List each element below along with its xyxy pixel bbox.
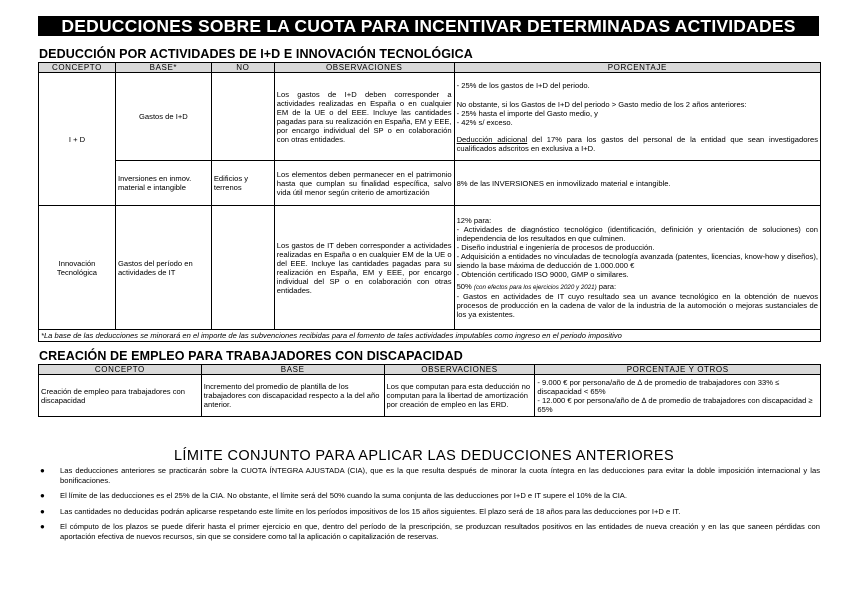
list-item-text: El límite de las deducciones es el 25% de la CIA. No obstante, el límite será del 50% cuando la suma conjunta de las deducciones por I+D e IT supere el 10% de la CIA. <box>60 491 627 500</box>
pct-it-line: 12% para: <box>456 216 492 225</box>
header-observaciones: OBSERVACIONES <box>274 63 454 73</box>
header-porcentaje: PORCENTAJE <box>454 63 820 73</box>
pct-empleo-line: - 12.000 € por persona/año de ∆ de promedio de trabajadores con discapacidad ≥ 65% <box>537 395 813 414</box>
pct-it-line: - Adquisición a entidades no vinculadas de tecnología avanzada (patentes, licencias, know-how y diseños), siendo la base máxima de deducción de 1.000.000 € <box>456 252 818 270</box>
bullet-icon: ● <box>40 522 45 531</box>
list-item-text: Las deducciones anteriores se practicarán sobre la CUOTA ÍNTEGRA AJUSTADA (CIA), que es la que resulta después de minorar la cuota íntegra en las deducciones para evitar la doble imposición internacional y las bonificaciones. <box>60 466 820 485</box>
list-item-text: El cómputo de los plazos se puede diferir hasta el primer ejercicio en que, dentro del período de la prescripción, se produzcan resultados positivos en las entidades de nueva creación y en las que saneen pérdidas con aportación efectiva de nuevos recursos, sin que se considere como tal la aplicación o capitalización de reservas. <box>60 522 820 541</box>
table-row-it <box>39 206 821 330</box>
obs-it: Los gastos de IT deben corresponder a actividades realizadas en España o en cualquier EM de la UE o del EEE. Incluye las cantidades pagadas para su realización en España, EM y EEE, por encargo individual del SP o en colaboración con otras entidades. <box>274 206 454 330</box>
bullet-icon: ● <box>40 466 45 475</box>
pct-it-50-note: (con efectos para los ejercicios 2020 y 2021) <box>473 284 597 291</box>
pct-it-line: - Gastos en actividades de IT cuyo resultado sea un avance tecnológico en la obtención de nuevos procesos de producción en la cadena de valor de la industria de la automoción o mejoras sustanciales de los ya existentes. <box>456 292 818 319</box>
list-item <box>38 466 820 485</box>
pct-empleo <box>535 375 821 417</box>
pct-empleo-line: - 9.000 € por persona/año de ∆ de promedio de trabajadores con 33% ≤ discapacidad < 65% <box>537 377 780 396</box>
pct-id-line: - 42% s/ exceso. <box>456 117 513 127</box>
list-item <box>38 522 820 541</box>
bullet-icon: ● <box>40 506 45 516</box>
pct-id-additional-text: del 17% para los gastos del personal de la entidad que sean investigadores cualificados adscritos en exclusiva a I+D. <box>456 134 818 153</box>
obs-empleo: Los que computan para esta deducción no computan para la libertad de amortización por creación de empleo en las ERD. <box>384 375 535 417</box>
header-concepto: CONCEPTO <box>39 63 116 73</box>
pct-it <box>454 206 820 330</box>
no-id-inversiones: Edificios y terrenos <box>211 161 274 206</box>
section-title-empleo: CREACIÓN DE EMPLEO PARA TRABAJADORES CON DISCAPACIDAD <box>39 349 463 363</box>
base-id-gastos: Gastos de I+D <box>115 73 211 161</box>
pct-it-line: - Obtención certificado ISO 9000, GMP o similares. <box>456 270 629 279</box>
pct-id-inversiones: 8% de las INVERSIONES en inmovilizado material e intangible. <box>454 161 820 206</box>
header-no: NO <box>211 63 274 73</box>
table-row-id-gastos <box>39 73 821 161</box>
list-item-text: Las cantidades no deducidas podrán aplicarse respetando este límite en los períodos impositivos de los 15 años siguientes. El plazo será de 18 años para las deducciones por I+D e IT. <box>60 506 681 516</box>
header-porcentaje-otros: PORCENTAJE Y OTROS <box>535 365 821 375</box>
pct-id-line: No obstante, si los Gastos de I+D del periodo > Gasto medio de los 2 años anteriores: <box>456 99 747 109</box>
obs-id-inversiones: Los elementos deben permanecer en el patrimonio hasta que cumplan su finalidad específica, salvo vida útil menor según criterio de amortización <box>274 161 454 206</box>
table-header-row <box>39 63 821 73</box>
list-item <box>38 491 820 501</box>
empleo-table <box>38 364 821 417</box>
header-base: BASE <box>201 365 384 375</box>
list-item <box>38 507 820 517</box>
base-id-inversiones: Inversiones en inmov. material e intangible <box>115 161 211 206</box>
header-base: BASE* <box>115 63 211 73</box>
pct-it-50-suffix: para: <box>596 282 617 291</box>
base-it: Gastos del período en actividades de IT <box>115 206 211 330</box>
no-it <box>211 206 274 330</box>
pct-it-50-value: 50% <box>456 282 474 291</box>
header-concepto: CONCEPTO <box>39 365 202 375</box>
page-banner-title: DEDUCCIONES SOBRE LA CUOTA PARA INCENTIVAR DETERMINADAS ACTIVIDADES <box>38 16 819 36</box>
table-footnote-row <box>39 330 821 342</box>
concept-it: Innovación Tecnológica <box>39 206 116 330</box>
table-row-empleo <box>39 375 821 417</box>
table-row-id-inversiones <box>39 161 821 206</box>
concept-empleo: Creación de empleo para trabajadores con discapacidad <box>39 375 202 417</box>
table-footnote: *La base de las deducciones se minorará en el importe de las subvenciones recibidas para el fomento de tales actividades imputables como ingreso en el periodo impositivo <box>39 330 821 342</box>
concept-id: I + D <box>39 73 116 206</box>
section-title-limite: LÍMITE CONJUNTO PARA APLICAR LAS DEDUCCIONES ANTERIORES <box>173 448 675 464</box>
table-header-row <box>39 365 821 375</box>
header-observaciones: OBSERVACIONES <box>384 365 535 375</box>
base-empleo: Incremento del promedio de plantilla de los trabajadores con discapacidad respecto a la del año anterior. <box>201 375 384 417</box>
pct-id-additional <box>457 135 818 153</box>
bullet-icon: ● <box>40 491 45 500</box>
pct-it-line: - Diseño industrial e ingeniería de procesos de producción. <box>456 243 655 252</box>
id-it-table <box>38 62 821 342</box>
obs-id-gastos: Los gastos de I+D deben corresponder a actividades realizadas en España o en cualquier EM de la UE o del EEE. Incluye las cantidades pagadas para su realización en España, EM y EEE, por encargo individual del SP o en colaboración con otras entidades. <box>274 73 454 161</box>
pct-id-line: - 25% hasta el importe del Gasto medio, y <box>456 108 598 118</box>
pct-id-additional-label: Deducción adicional <box>456 134 528 144</box>
section-title-id-it: DEDUCCIÓN POR ACTIVIDADES DE I+D E INNOVACIÓN TECNOLÓGICA <box>39 47 473 61</box>
pct-id-line: - 25% de los gastos de I+D del periodo. <box>456 80 590 90</box>
pct-id-gastos <box>454 73 820 161</box>
pct-it-50 <box>457 282 818 292</box>
limit-bullet-list <box>38 466 820 547</box>
no-id-gastos <box>211 73 274 161</box>
pct-it-line: - Actividades de diagnóstico tecnológico (identificación, definición y orientación de soluciones) con independencia de los resultados en que culminen. <box>456 225 818 243</box>
